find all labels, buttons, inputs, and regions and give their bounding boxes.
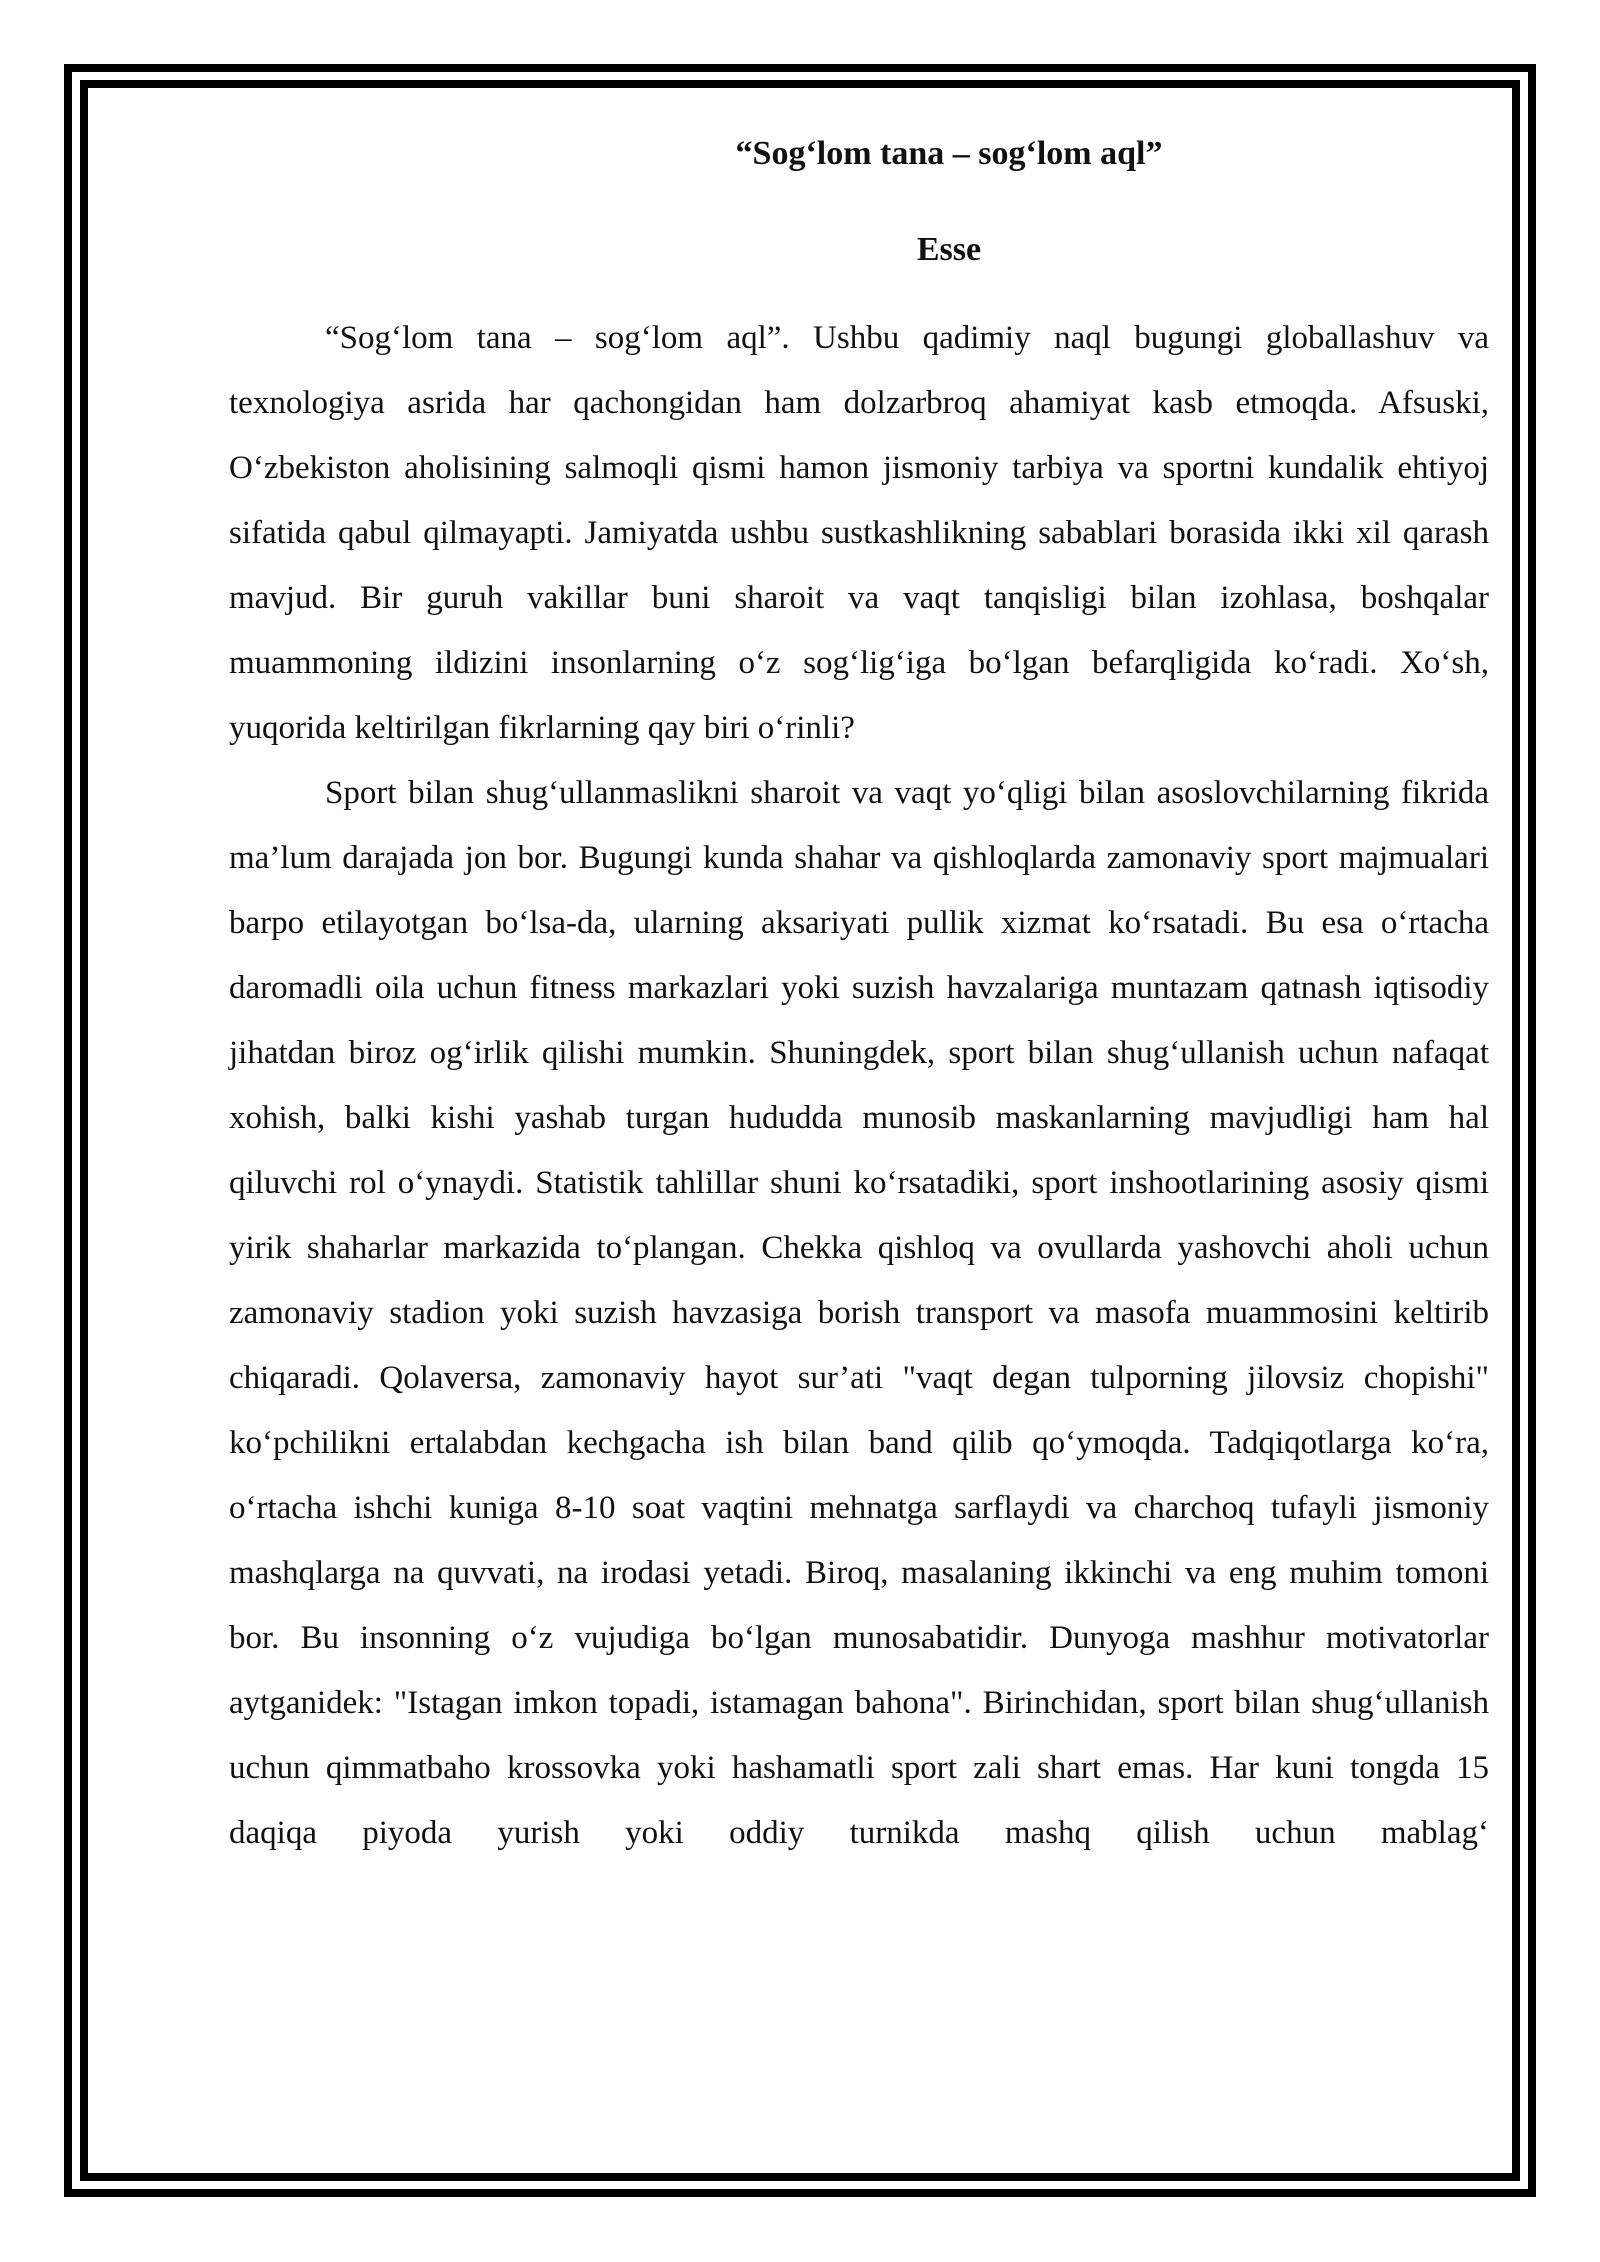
essay-paragraph-intro: “Sog‘lom tana – sog‘lom aql”. Ushbu qadimiy naql bugungi globallashuv va texnologiya asrida har qachongidan ham dolzarbroq ahamiyat kasb etmoqda. Afsuski, O‘zbekiston aholisining salmoqli qismi hamon jismoniy tarbiya va sportni kundalik ehtiyoj sifatida qabul qilmayapti. Jamiyatda ushbu sustkashlikning sabablari borasida ikki xil qarash mavjud. Bir guruh vakillar buni sharoit va vaqt tanqisligi bilan izohlasa, boshqalar muammoning ildizini insonlarning o‘z sog‘lig‘iga bo‘lgan befarqligida ko‘radi. Xo‘sh, yuqorida keltirilgan fikrlarning qay biri o‘rinli? (229, 320, 1489, 746)
essay-content (229, 130, 1489, 1866)
essay-genre-heading: Esse (916, 231, 982, 268)
essay-paragraph-body: Sport bilan shug‘ullanmaslikni sharoit va vaqt yo‘qligi bilan asoslovchilarning fikrida ma’lum darajada jon bor. Bugungi kunda shahar va qishloqlarda zamonaviy sport majmualari barpo etilayotgan bo‘lsa-da, ularning aksariyati pullik xizmat ko‘rsatadi. Bu esa o‘rtacha daromadli oila uchun fitness markazlari yoki suzish havzalariga muntazam qatnash iqtisodiy jihatdan biroz og‘irlik qilishi mumkin. Shuningdek, sport bilan shug‘ullanish uchun nafaqat xohish, balki kishi yashab turgan hududda munosib maskanlarning mavjudligi ham hal qiluvchi rol o‘ynaydi. Statistik tahlillar shuni ko‘rsatadiki, sport inshootlarining asosiy qismi yirik shaharlar markazida to‘plangan. Chekka qishloq va ovullarda yashovchi aholi uchun zamonaviy stadion yoki suzish havzasiga borish transport va masofa muammosini keltirib chiqaradi. Qolaversa, zamonaviy hayot sur’ati "vaqt degan tulporning jilovsiz chopishi" ko‘pchilikni ertalabdan kechgacha ish bilan band qilib qo‘ymoqda. Tadqiqotlarga ko‘ra, o‘rtacha ishchi kuniga 8-10 soat vaqtini mehnatga sarflaydi va charchoq tufayli jismoniy mashqlarga na quvvati, na irodasi yetadi. Biroq, masalaning ikkinchi va eng muhim tomoni bor. Bu insonning o‘z vujudiga bo‘lgan munosabatidir. Dunyoga mashhur motivatorlar aytganidek: "Istagan imkon topadi, istamagan bahona". Birinchidan, sport bilan shug‘ullanish uchun qimmatbaho krossovka yoki hashamatli sport zali shart emas. Har kuni tongda 15 daqiqa piyoda yurish yoki oddiy turnikda mashq qilish uchun mablag‘ (229, 775, 1489, 1851)
essay-title: “Sog‘lom tana – sog‘lom aql” (735, 135, 1163, 172)
